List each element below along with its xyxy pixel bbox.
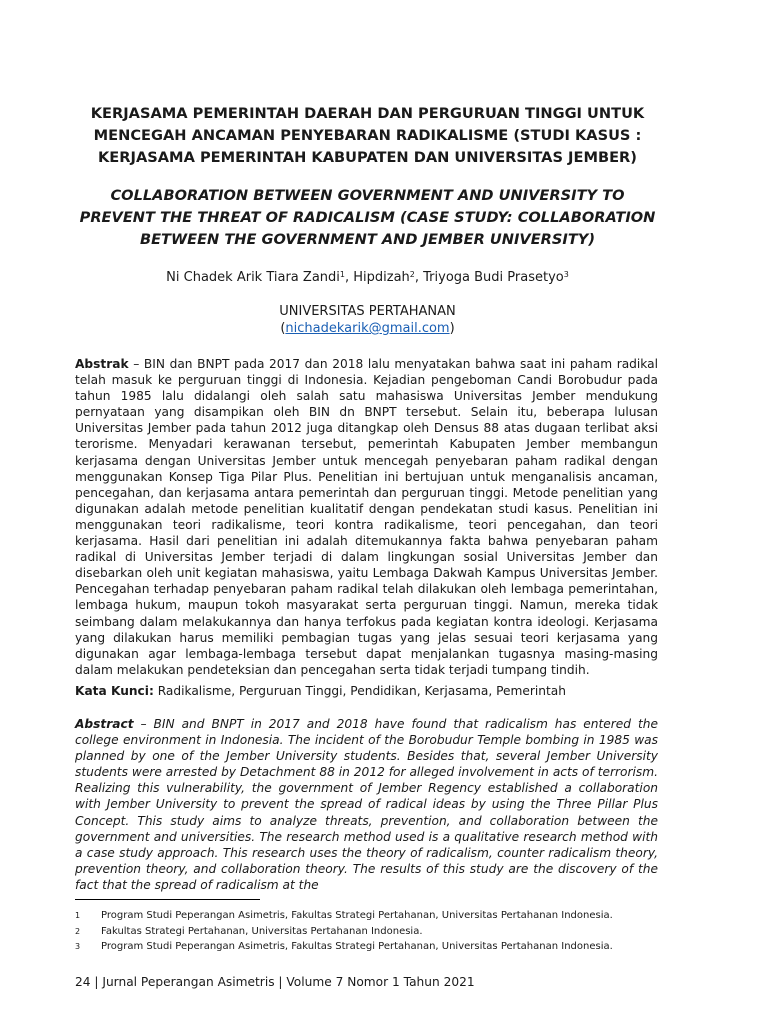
author-name: Hipdizah <box>353 270 410 285</box>
abstract-body: BIN and BNPT in 2017 and 2018 have found that radicalism has entered the college environment in Indonesia. The incident of the Borobudur Temple bombing in 1985 was planned by one of the Jember University students. Besides that, several Jember University students were arrested by Detachment 88 in 2012 for alleged involvement in acts of terrorism. Realizing this vulnerability, the government of Jember Regency established a collaboration with Jember University to prevent the spread of radical ideas by using the Three Pillar Plus Concept. This study aims to analyze threats, prevention, and collaboration between the government and universities. The research method used is a qualitative research method with a case study approach. This research uses the theory of radicalism, counter radicalism theory, prevention theory, and collaboration theory. The results of this study are the discovery of the fact that the spread of radicalism at the <box>75 717 658 892</box>
author-separator: , <box>414 270 424 285</box>
abstract-label: Abstract <box>75 717 134 731</box>
affiliation-email-line: (nichadekarik@gmail.com) <box>280 321 455 336</box>
abstract-indonesian <box>75 356 658 678</box>
author-separator: , <box>344 270 354 285</box>
author-line <box>75 265 660 288</box>
author-footnote-mark: 1 <box>339 270 345 279</box>
abstract-body: BIN dan BNPT pada 2017 dan 2018 lalu menyatakan bahwa saat ini paham radikal telah masuk ke perguruan tinggi di Indonesia. Kejadian pengeboman Candi Borobudur pada tahun 1985 lalu didalangi oleh salah satu mahasiswa Universitas Jember mendukung pernyataan yang disampikan oleh BIN dn BNPT tersebut. Selain itu, beberapa lulusan Universitas Jember pada tahun 2012 juga ditangkap oleh Densus 88 atas dugaan terlibat aksi terorisme. Menyadari kerawanan tersebut, pemerintah Kabupaten Jember membangun kerjasama dengan Universitas Jember untuk mencegah penyebaran paham radikal dengan menggunakan Konsep Tiga Pilar Plus. Penelitian ini bertujuan untuk menganalisis ancaman, pencegahan, dan kerjasama antara pemerintah dan perguruan tinggi. Metode penelitian yang digunakan adalah metode penelitian kualitatif dengan pendekatan studi kasus. Penelitian ini menggunakan teori radikalisme, teori kontra radikalisme, teori pencegahan, dan teori kerjasama. Hasil dari penelitian ini adalah ditemukannya fakta bahwa penyebaran paham radikal di Universitas Jember terjadi di dalam lingkungan sosial Universitas Jember dan disebarkan oleh unit kegiatan mahasiswa, yaitu Lembaga Dakwah Kampus Universitas Jember. Pencegahan terhadap penyebaran paham radikal telah dilakukan oleh lembaga pemerintahan, lembaga hukum, maupun tokoh masyarakat serta perguruan tinggi. Namun, mereka tidak seimbang dalam melakukannya dan hanya terfokus pada kegiatan kontra ideologi. Kerjasama yang dilakukan harus memiliki pembagian tugas yang jelas sesuai teori kerjasama yang digunakan agar lembaga-lembaga tersebut dapat menjalankan tugasnya masing-masing dalam melakukan pendeteksian dan pencegahan serta tidak terjadi tumpang tindih. <box>75 357 659 677</box>
footnote-text: Program Studi Peperangan Asimetris, Fakultas Strategi Pertahanan, Universitas Pertahanan Indonesia. <box>101 910 613 921</box>
abstract-dash: – <box>128 357 144 371</box>
author-footnote-mark: 2 <box>409 270 415 279</box>
footnote-text: Fakultas Strategi Pertahanan, Universitas Pertahanan Indonesia. <box>101 926 423 937</box>
page-footer: 24 | Jurnal Peperangan Asimetris | Volume 7 Nomor 1 Tahun 2021 <box>75 975 475 989</box>
abstract-dash: – <box>133 717 154 731</box>
keywords-indonesian <box>75 683 658 699</box>
keywords-label: Kata Kunci: <box>75 684 154 698</box>
footnote-number: 3 <box>75 942 81 951</box>
email-link[interactable]: nichadekarik@gmail.com <box>285 321 450 336</box>
footnote-divider <box>75 899 260 900</box>
footnote-number: 1 <box>75 911 81 920</box>
footnote-number: 2 <box>75 927 81 936</box>
footnote-text: Program Studi Peperangan Asimetris, Fakultas Strategi Pertahanan, Universitas Pertahanan Indonesia. <box>101 941 613 952</box>
abstract-english <box>75 716 658 893</box>
keywords-list: Radikalisme, Perguruan Tinggi, Pendidikan, Kerjasama, Pemerintah <box>153 684 566 698</box>
author-name: Ni Chadek Arik Tiara Zandi <box>166 270 340 285</box>
author-footnote-mark: 3 <box>563 270 569 279</box>
title-english: COLLABORATION BETWEEN GOVERNMENT AND UNIVERSITY TO PREVENT THE THREAT OF RADICALISM (CASE STUDY: COLLABORATION BETWEEN THE GOVERNMENT AND JEMBER UNIVERSITY) <box>79 187 656 248</box>
title-indonesian: KERJASAMA PEMERINTAH DAERAH DAN PERGURUAN TINGGI UNTUK MENCEGAH ANCAMAN PENYEBARAN RADIKALISME (STUDI KASUS : KERJASAMA PEMERINTAH KABUPATEN DAN UNIVERSITAS JEMBER) <box>90 105 645 166</box>
affiliation: UNIVERSITAS PERTAHANAN <box>279 304 456 319</box>
author-name: Triyoga Budi Prasetyo <box>423 270 564 285</box>
abstract-label: Abstrak <box>75 357 129 371</box>
